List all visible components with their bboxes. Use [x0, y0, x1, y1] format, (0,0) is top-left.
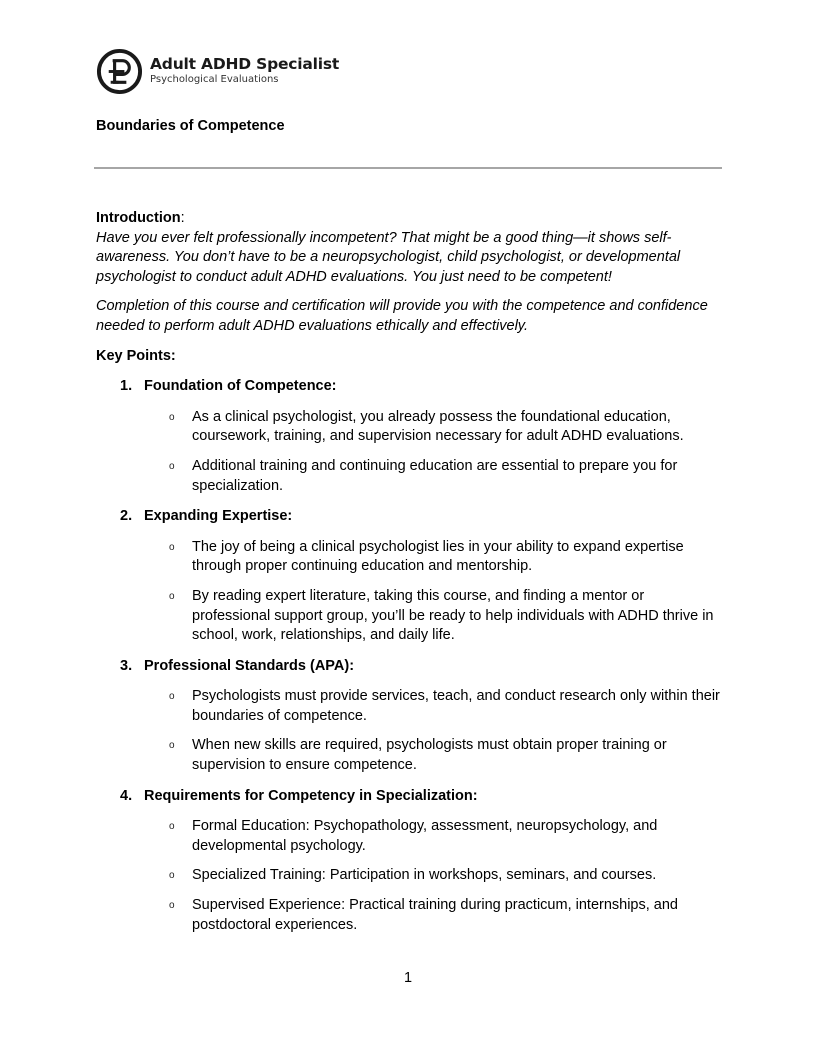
section-title: Professional Standards (APA):: [144, 657, 355, 674]
section-title: Foundation of Competence:: [144, 378, 337, 395]
section-professional-standards: [96, 657, 726, 776]
list-item: [96, 408, 726, 447]
list-item: [96, 736, 726, 775]
list-item-text: Supervised Experience: Practical training during practicum, internships, and postdoctoral experiences.: [192, 897, 678, 933]
list-item: [96, 538, 726, 577]
bullet-list: [96, 408, 726, 496]
section-requirements-for-competency: [96, 787, 726, 936]
intro-paragraph-1: Have you ever felt professionally incompetent? That might be a good thing—it shows self-awareness. You don’t have to be a neuropsychologist, child psychologist, or developmental psychologist to conduct adult ADHD evaluations. You just need to be competent!: [96, 229, 681, 285]
intro-heading-colon: :: [180, 210, 185, 226]
list-item: [96, 587, 726, 646]
page-number: 1: [403, 970, 413, 986]
list-item-text: When new skills are required, psychologists must obtain proper training or supervision to ensure competence.: [192, 737, 667, 774]
section-number: 1.: [120, 378, 133, 395]
logo-subtitle: Psychological Evaluations: [150, 74, 279, 86]
list-item: [96, 866, 726, 886]
list-item-text: Additional training and continuing education are essential to prepare you for specialization.: [192, 457, 678, 494]
section-title: Requirements for Competency in Specialization:: [144, 787, 478, 804]
list-item-text: As a clinical psychologist, you already possess the foundational education, coursework, training, and supervision necessary for adult ADHD evaluations.: [192, 408, 684, 445]
list-item: [96, 687, 726, 726]
list-item-text: The joy of being a clinical psychologist lies in your ability to expand expertise through proper continuing education and mentorship.: [192, 538, 684, 575]
list-item: [96, 896, 726, 935]
list-item-text: Formal Education: Psychopathology, assessment, neuropsychology, and developmental psychology.: [192, 818, 658, 854]
hollow-bullet-icon: o: [169, 821, 175, 833]
horizontal-rule: [94, 167, 722, 169]
hollow-bullet-icon: o: [169, 870, 175, 882]
list-item: [96, 457, 726, 496]
logo: [96, 47, 339, 95]
hollow-bullet-icon: o: [169, 541, 175, 553]
list-item-text: Psychologists must provide services, teach, and conduct research only within their boundaries of competence.: [192, 688, 720, 724]
section-foundation-of-competence: [96, 377, 726, 496]
intro-paragraph-2: Completion of this course and certification will provide you with the competence and confidence needed to perform adult ADHD evaluations ethically and effectively.: [96, 298, 708, 334]
bullet-list: [96, 817, 726, 935]
section-title: Expanding Expertise:: [144, 508, 293, 525]
section-expanding-expertise: [96, 507, 726, 646]
key-points-heading: Key Points:: [96, 347, 176, 364]
list-item-text: By reading expert literature, taking this course, and finding a mentor or professional support group, you’ll be ready to help individuals with ADHD thrive in school, work, relationships, and daily life.: [192, 587, 714, 644]
section-number: 3.: [120, 657, 133, 674]
section-heading: [96, 377, 726, 397]
hollow-bullet-icon: o: [169, 460, 175, 472]
hollow-bullet-icon: o: [169, 740, 175, 752]
document-body: [96, 209, 726, 935]
list-item-text: Specialized Training: Participation in workshops, seminars, and courses.: [192, 867, 657, 884]
document-title: Boundaries of Competence: [96, 118, 285, 134]
logo-title: Adult ADHD Specialist: [150, 54, 340, 73]
section-heading: [96, 657, 726, 677]
bullet-list: [96, 687, 726, 775]
intro-heading: Introduction: [96, 210, 181, 226]
section-heading: [96, 507, 726, 527]
hollow-bullet-icon: o: [169, 590, 175, 602]
intro-heading-line: [96, 209, 726, 229]
section-heading: [96, 787, 726, 807]
bullet-list: [96, 538, 726, 646]
list-item: [96, 817, 726, 856]
pl-monogram-icon: [96, 48, 143, 95]
hollow-bullet-icon: o: [169, 411, 175, 423]
section-number: 2.: [120, 508, 133, 525]
hollow-bullet-icon: o: [169, 900, 175, 912]
hollow-bullet-icon: o: [169, 691, 175, 703]
section-number: 4.: [120, 787, 133, 804]
